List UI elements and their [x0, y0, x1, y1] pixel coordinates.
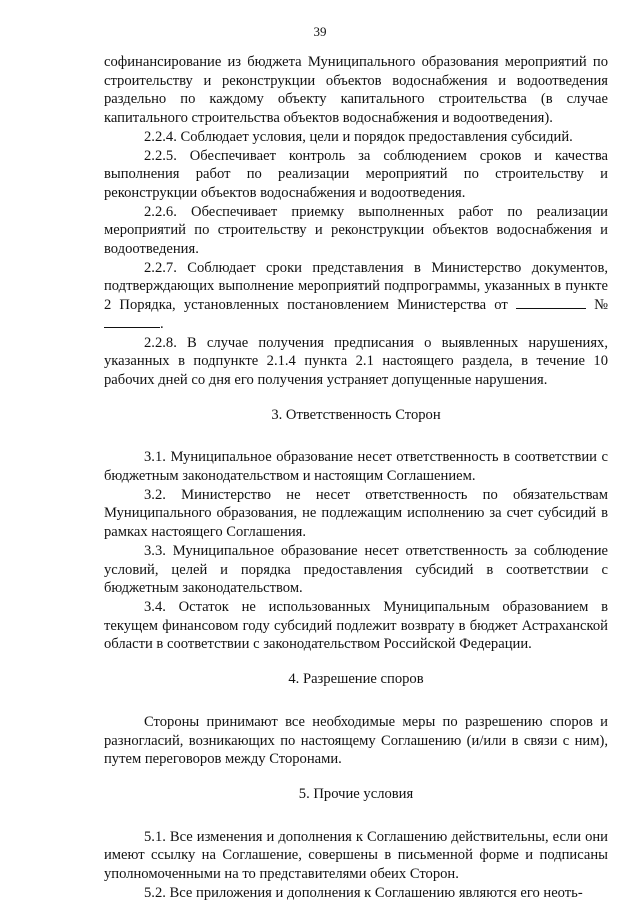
number-sign: № [594, 297, 608, 314]
section-5-heading: 5. Прочие условия [298, 785, 414, 802]
section-3-heading: 3. Ответственность Сторон [271, 406, 441, 423]
paragraph-intro: софинансирование из бюджета Муниципального образования мероприятий по строительству и реконструкции объектов водоснабжения и водоотведения раздельно по каждому объекту капитального строительства (в случае капитального строительства объектов водоснабжения и водоотведения). [104, 54, 608, 127]
paragraph-3-1: 3.1. Муниципальное образование несет ответственность в соответствии с бюджетным законодательством и настоящим Соглашением. [104, 449, 608, 485]
page-number: 39 [313, 24, 327, 39]
paragraph-3-2: 3.2. Министерство не несет ответственность по обязательствам Муниципального образования, не подлежащим исполнению за счет субсидий в рамках настоящего Соглашения. [104, 486, 608, 541]
paragraph-2-2-4: 2.2.4. Соблюдает условия, цели и порядок предоставления субсидий. [144, 128, 573, 145]
document-body [104, 53, 608, 902]
paragraph-2-2-7: 2.2.7. Соблюдает сроки представления в Министерство документов, подтверждающих выполнение мероприятий подпрограммы, указанных в пункте 2 Порядка, установленных постановлением Министерства от № . [104, 259, 608, 332]
paragraph-5-2: 5.2. Все приложения и дополнения к Соглашению являются его неоть- [144, 884, 583, 901]
date-blank [516, 296, 586, 309]
paragraph-3-3: 3.3. Муниципальное образование несет ответственность за соблюдение условий, целей и порядка предоставления субсидий в соответствии с бюджетным законодательством. [104, 542, 608, 597]
paragraph-2-2-7-text: 2.2.7. Соблюдает сроки представления в Министерство документов, подтверждающих выполнение мероприятий подпрограммы, указанных в пункте 2 Порядка, установленных постановлением Министерства от [104, 259, 608, 314]
paragraph-2-2-6: 2.2.6. Обеспечивает приемку выполненных работ по реализации мероприятий по строительству и реконструкции объектов водоснабжения и водоотведения. [104, 203, 608, 258]
section-4-heading: 4. Разрешение споров [288, 671, 424, 688]
paragraph-4: Стороны принимают все необходимые меры по разрешению споров и разногласий, возникающих по настоящему Соглашению (и/или в связи с ним), путем переговоров между Сторонами. [104, 713, 608, 768]
paragraph-5-1: 5.1. Все изменения и дополнения к Соглашению действительны, если они имеют ссылку на Соглашение, совершены в письменной форме и подписаны уполномоченными на то представителями обеих Сторон. [104, 828, 608, 883]
paragraph-2-2-8: 2.2.8. В случае получения предписания о выявленных нарушениях, указанных в подпункте 2.1.4 пункта 2.1 настоящего раздела, в течение 10 рабочих дней со дня его получения устраняет допущенные нарушения. [104, 334, 608, 388]
number-blank [104, 315, 160, 328]
paragraph-3-4: 3.4. Остаток не использованных Муниципальным образованием в текущем финансовом году субсидий подлежит возврату в бюджет Астраханской области в соответствии с законодательством Российской Федерации. [104, 598, 608, 653]
paragraph-2-2-5: 2.2.5. Обеспечивает контроль за соблюдением сроков и качества выполнения работ по реализации мероприятий по строительству и реконструкции объектов водоснабжения и водоотведения. [104, 147, 608, 201]
